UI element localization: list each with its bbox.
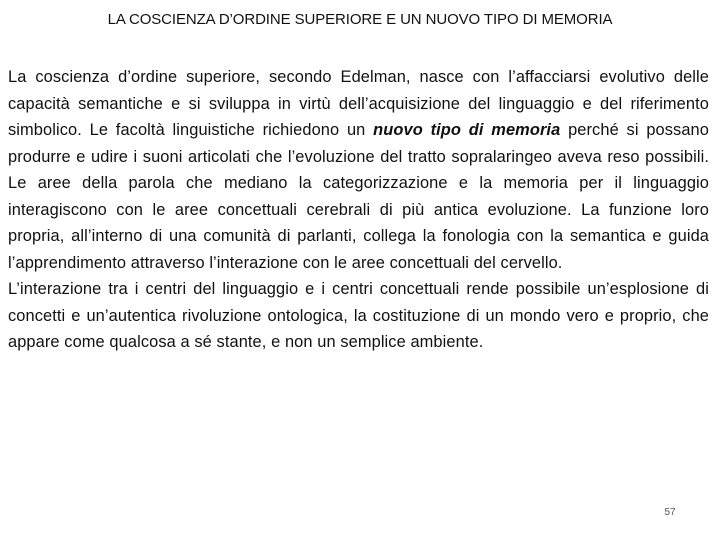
slide-body [8,64,709,356]
paragraph-1 [8,64,709,276]
page-number: 57 [664,507,676,518]
paragraph-2: L’interazione tra i centri del linguaggio e i centri concettuali rende possibile un’esplosione di concetti e un’autentica rivoluzione ontologica, la costituzione di un mondo vero e proprio, che appare come qualcosa a sé stante, e non un semplice ambiente. [8,280,709,351]
paragraph-1-emphasis: nuovo tipo di memoria [373,121,561,139]
paragraph-1-text-end: perché si possano produrre e udire i suoni articolati che l’evoluzione del tratto sopralaringeo aveva reso possibili. Le aree della parola che mediano la categorizzazione e la memoria per il linguaggio interagiscono con le aree concettuali cerebrali di più antica evoluzione. La funzione loro propria, all’interno di una comunità di parlanti, collega la fonologia con la semantica e guida l’apprendimento attraverso l’interazione con le aree concettuali del cervello. [8,121,709,272]
slide-title: LA COSCIENZA D’ORDINE SUPERIORE E UN NUOVO TIPO DI MEMORIA [107,11,613,28]
paragraph-1-text-start: La coscienza d’ordine superiore, secondo Edelman, nasce con l’affacciarsi evolutivo delle capacità semantiche e si sviluppa in virtù dell’acquisizione del linguaggio e del riferimento simbolico. Le facoltà linguistiche richiedono un [8,68,709,139]
